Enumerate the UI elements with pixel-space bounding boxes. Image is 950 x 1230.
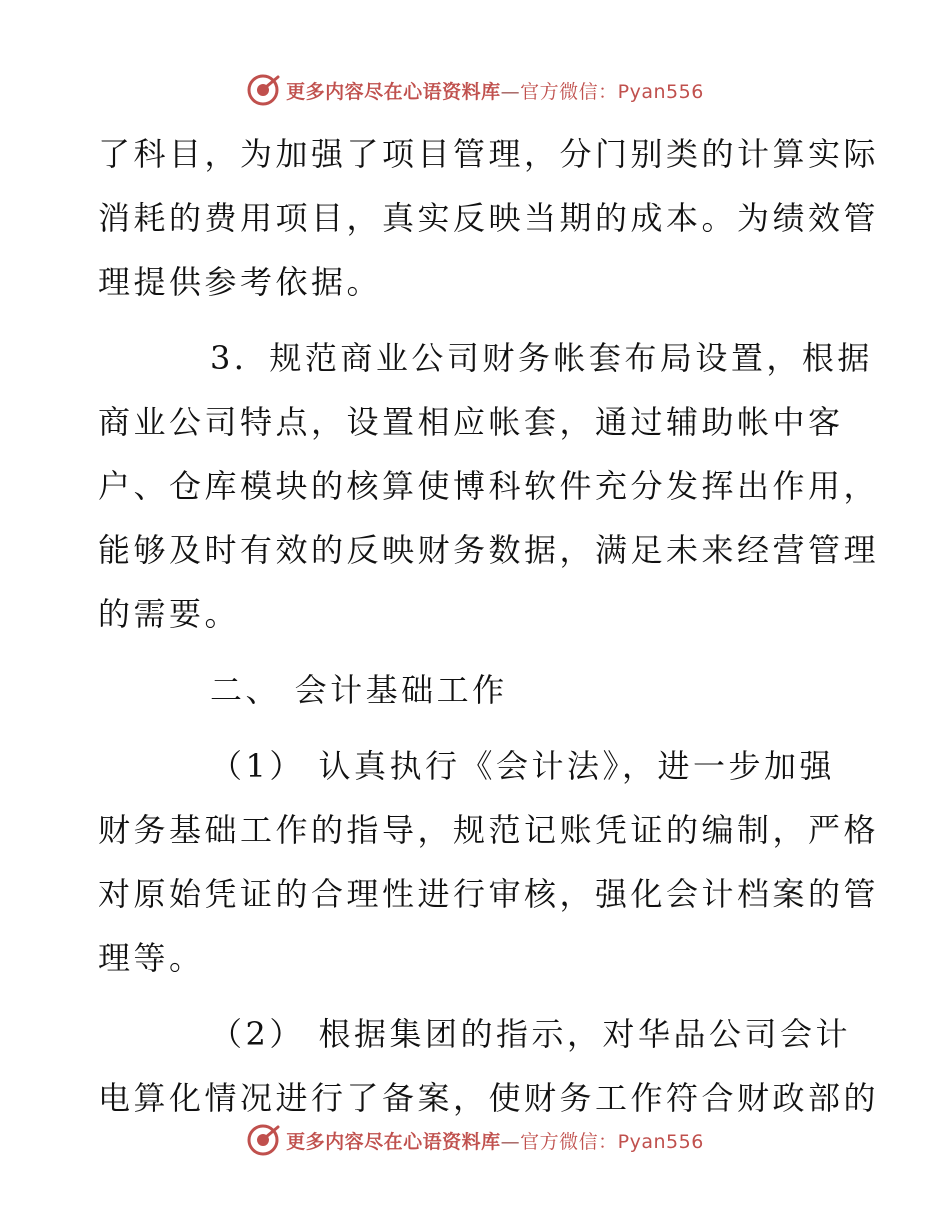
header-watermark-banner xyxy=(0,70,950,110)
paragraph-1 xyxy=(98,122,880,314)
section-heading xyxy=(98,658,858,722)
document-body xyxy=(98,122,880,1130)
text-line: （1） 认真执行《会计法》，进一步加强 xyxy=(210,747,836,785)
seal-logo-icon xyxy=(246,73,280,107)
text-line: 理提供参考依据。 xyxy=(98,263,383,301)
text-line: 理等。 xyxy=(98,939,205,977)
text-line: 户、仓库模块的核算使博科软件充分发挥出作用， xyxy=(98,467,880,505)
text-line: 商业公司特点，设置相应帐套，通过辅助帐中客 xyxy=(98,403,844,441)
paragraph-4 xyxy=(98,1002,880,1130)
watermark-text: 更多内容尽在心语资料库—官方微信：Pyan556 xyxy=(286,1130,704,1153)
paragraph-2 xyxy=(98,326,880,646)
text-line: 能够及时有效的反映财务数据，满足未来经营管理 xyxy=(98,531,880,569)
text-line: 消耗的费用项目，真实反映当期的成本。为绩效管 xyxy=(98,199,880,237)
text-line: 电算化情况进行了备案，使财务工作符合财政部的 xyxy=(98,1079,880,1117)
watermark-text: 更多内容尽在心语资料库—官方微信：Pyan556 xyxy=(286,80,704,103)
heading-text: 二、 会计基础工作 xyxy=(210,671,508,709)
text-line: 了科目，为加强了项目管理，分门别类的计算实际 xyxy=(98,135,880,173)
text-line: （2） 根据集团的指示，对华品公司会计 xyxy=(210,1015,852,1053)
text-line: 的需要。 xyxy=(98,595,241,633)
text-line: 财务基础工作的指导，规范记账凭证的编制，严格 xyxy=(98,811,880,849)
seal-logo-icon xyxy=(246,1123,280,1157)
text-line: 3．规范商业公司财务帐套布局设置，根据 xyxy=(210,339,873,377)
text-line: 对原始凭证的合理性进行审核，强化会计档案的管 xyxy=(98,875,880,913)
footer-watermark-banner xyxy=(0,1120,950,1160)
paragraph-3 xyxy=(98,734,880,990)
